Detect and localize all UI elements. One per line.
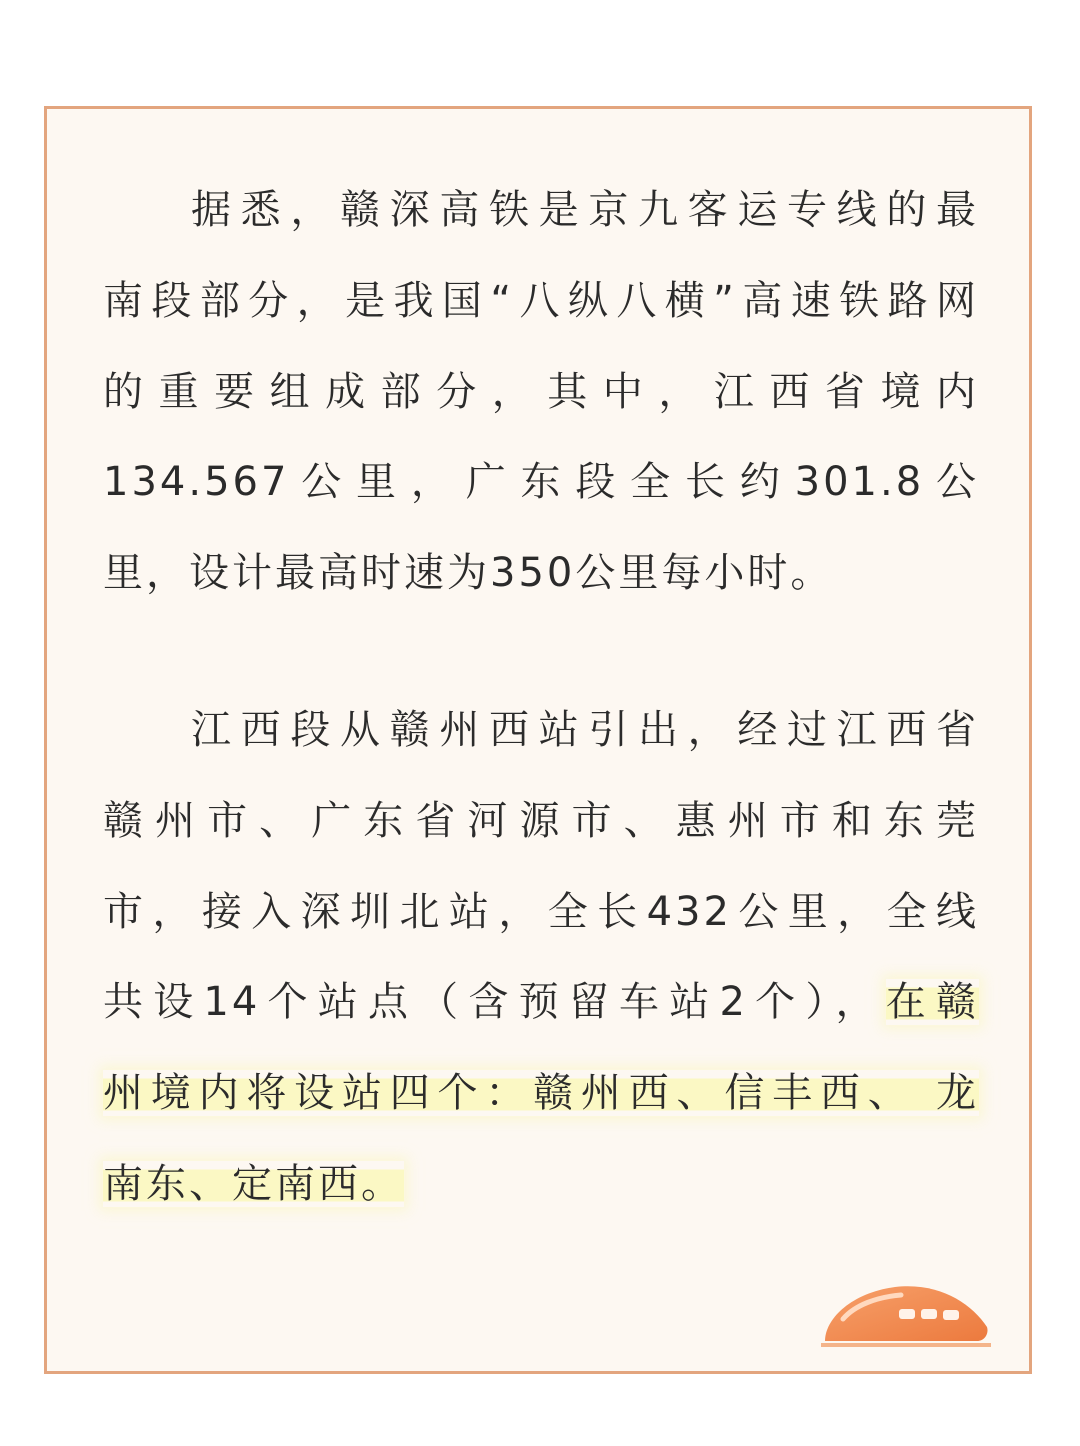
high-speed-train-icon: [821, 1279, 991, 1351]
article-card: [44, 106, 1032, 1374]
paragraph-2-line-6: [103, 1139, 979, 1230]
paragraph-2-line-1: 江西段从赣州西站引出，经过江西省: [191, 707, 979, 753]
highlighted-text: 州境内将设站四个：赣州西、信丰西、 龙: [103, 1070, 979, 1116]
paragraph-1-line-3: 的重要组成部分，其中，江西省境内: [103, 368, 979, 415]
paragraph-2-line-2: 赣州市、广东省河源市、惠州市和东莞: [103, 797, 979, 844]
paragraph-2-line-4-text: 共设14个站点（含预留车站2个），: [103, 979, 886, 1026]
paragraph-1-line-5: 里，设计最高时速为350公里每小时。: [103, 550, 834, 596]
paragraph-1-line-1: 据悉，赣深高铁是京九客运专线的最: [191, 187, 979, 233]
paragraph-2: [103, 685, 979, 1230]
paragraph-1-line-4: 134.567公里，广东段全长约301.8公: [103, 459, 979, 506]
paragraph-2-line-3: 市，接入深圳北站，全长432公里，全线: [103, 888, 979, 935]
paragraph-1: [103, 165, 979, 619]
highlighted-text: 南东、定南西。: [103, 1160, 404, 1207]
paragraph-2-line-5: [103, 1048, 979, 1139]
paragraph-2-line-4: [103, 957, 979, 1048]
paragraph-1-line-2: 南段部分，是我国“八纵八横”高速铁路网: [103, 277, 979, 324]
highlighted-text: 在赣: [885, 979, 979, 1026]
